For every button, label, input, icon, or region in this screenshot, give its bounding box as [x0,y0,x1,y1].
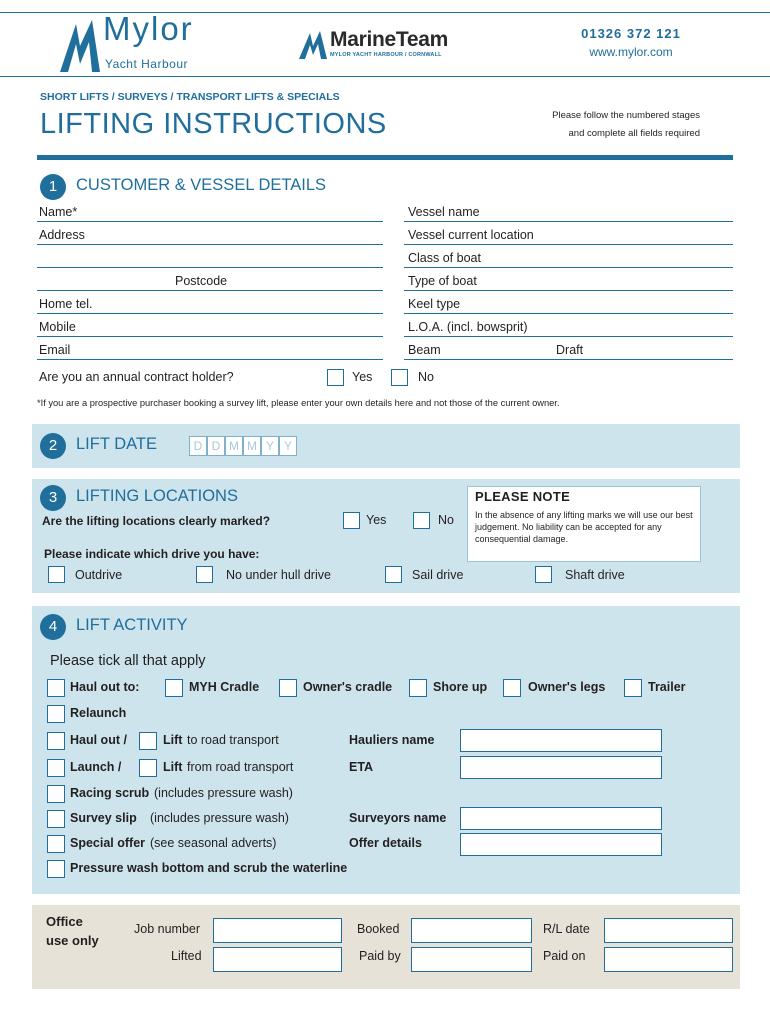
section-2-title: LIFT DATE [76,435,157,453]
launch-road-label: Launch / [70,760,122,774]
owners-legs-label: Owner's legs [528,680,606,694]
mobile-label: Mobile [39,320,76,334]
job-number-label: Job number [134,922,201,936]
date-year-2-box[interactable]: Y [279,436,297,456]
trailer-checkbox[interactable] [624,679,642,697]
paid-by-input[interactable] [411,947,532,972]
home-tel-field[interactable] [37,313,383,314]
section-1-title: CUSTOMER & VESSEL DETAILS [76,176,327,194]
type-of-boat-label: Type of boat [408,274,477,288]
mylor-logo-text: Mylor [103,10,194,47]
contract-yes-label: Yes [352,370,373,384]
section-2-number: 2 [40,433,66,459]
outdrive-label: Outdrive [75,568,123,582]
marineteam-logo-subtitle: MYLOR YACHT HARBOUR / CORNWALL [330,52,442,58]
vessel-location-field[interactable] [404,244,733,245]
date-month-1-box[interactable]: M [225,436,243,456]
date-day-1-box[interactable]: D [189,436,207,456]
hauliers-name-input[interactable] [460,729,662,752]
drive-question: Please indicate which drive you have: [44,547,260,561]
rl-date-input[interactable] [604,918,733,943]
shaft-drive-label: Shaft drive [565,568,625,582]
lift-to-road-bold: Lift [163,733,183,747]
marked-no-label: No [438,513,454,527]
offer-details-input[interactable] [460,833,662,856]
myh-cradle-label: MYH Cradle [189,680,260,694]
vessel-name-field[interactable] [404,221,733,222]
lift-from-road-checkbox[interactable] [139,759,157,777]
website-link[interactable]: www.mylor.com [589,45,673,59]
survey-slip-checkbox[interactable] [47,810,65,828]
myh-cradle-checkbox[interactable] [165,679,183,697]
shore-up-label: Shore up [433,680,488,694]
form-kicker: SHORT LIFTS / SURVEYS / TRANSPORT LIFTS & SPECIALS [40,91,340,103]
outdrive-checkbox[interactable] [48,566,65,583]
mobile-field[interactable] [37,336,383,337]
beam-label: Beam [408,343,441,357]
no-under-hull-drive-checkbox[interactable] [196,566,213,583]
vessel-location-label: Vessel current location [408,228,534,242]
launch-road-checkbox[interactable] [47,759,65,777]
tick-all-instruction: Please tick all that apply [50,653,206,669]
shaft-drive-checkbox[interactable] [535,566,552,583]
header-divider [37,155,733,160]
loa-label: L.O.A. (incl. bowsprit) [408,320,528,334]
date-year-1-box[interactable]: Y [261,436,279,456]
header-bottom-rule [0,76,770,77]
keel-type-label: Keel type [408,297,461,311]
trailer-label: Trailer [648,680,686,694]
owners-legs-checkbox[interactable] [503,679,521,697]
contract-yes-checkbox[interactable] [327,369,344,386]
booked-label: Booked [357,922,400,936]
lift-to-road-checkbox[interactable] [139,732,157,750]
address-field[interactable] [37,244,383,245]
no-under-hull-drive-label: No under hull drive [226,568,331,582]
haul-out-to-label: Haul out to: [70,680,140,694]
draft-label: Draft [556,343,584,357]
marineteam-logo-text: MarineTeam [330,28,448,51]
section-4-number: 4 [40,614,66,640]
postcode-field[interactable] [37,290,383,291]
racing-scrub-checkbox[interactable] [47,785,65,803]
job-number-input[interactable] [213,918,342,943]
date-month-2-box[interactable]: M [243,436,261,456]
class-of-boat-label: Class of boat [408,251,481,265]
loa-field[interactable] [404,336,733,337]
special-offer-label: Special offer [70,836,146,850]
relaunch-label: Relaunch [70,706,127,720]
beam-draft-field[interactable] [404,359,733,360]
marked-question: Are the lifting locations clearly marked? [42,514,271,528]
footnote: *If you are a prospective purchaser booking a survey lift, please enter your own details here and not those of the current owner. [37,398,560,408]
owners-cradle-checkbox[interactable] [279,679,297,697]
class-of-boat-field[interactable] [404,267,733,268]
contract-no-checkbox[interactable] [391,369,408,386]
section-3-title: LIFTING LOCATIONS [76,487,238,505]
home-tel-label: Home tel. [39,297,93,311]
keel-type-field[interactable] [404,313,733,314]
contract-no-label: No [418,370,434,384]
booked-input[interactable] [411,918,532,943]
vessel-name-label: Vessel name [408,205,480,219]
marineteam-logo-icon [298,28,328,60]
haul-out-road-label: Haul out / [70,733,127,747]
racing-scrub-label: Racing scrub [70,786,150,800]
lift-from-road-bold: Lift [163,760,183,774]
section-1-number: 1 [40,174,66,200]
lifted-input[interactable] [213,947,342,972]
contract-question: Are you an annual contract holder? [39,370,234,384]
instruction-line-2: and complete all fields required [568,128,700,139]
paid-on-label: Paid on [543,949,586,963]
date-day-2-box[interactable]: D [207,436,225,456]
eta-label: ETA [349,760,374,774]
please-note-body: In the absence of any lifting marks we will use our best judgement. No liability can be accepted for any consequential damage. [475,510,693,544]
form-title: LIFTING INSTRUCTIONS [40,108,387,140]
lift-to-road-label: to road transport [187,733,279,747]
marked-yes-checkbox[interactable] [343,512,360,529]
survey-slip-label: Survey slip [70,811,137,825]
offer-details-label: Offer details [349,836,422,850]
paid-on-input[interactable] [604,947,733,972]
survey-slip-note: (includes pressure wash) [150,811,289,825]
email-label: Email [39,343,71,357]
pressure-wash-label: Pressure wash bottom and scrub the waterline [70,861,348,875]
shore-up-checkbox[interactable] [409,679,427,697]
please-note-title: PLEASE NOTE [475,489,571,504]
please-note-box [467,486,701,562]
eta-input[interactable] [460,756,662,779]
lifted-label: Lifted [171,949,202,963]
name-label: Name* [39,205,78,219]
relaunch-checkbox[interactable] [47,705,65,723]
lift-from-road-label: from road transport [187,760,294,774]
mylor-logo-subtitle: Yacht Harbour [105,57,188,71]
surveyors-name-label: Surveyors name [349,811,447,825]
rl-date-label: R/L date [543,922,590,936]
office-title-line-1: Office [46,914,83,929]
phone-number: 01326 372 121 [581,26,681,41]
postcode-label: Postcode [175,274,228,288]
office-title-line-2: use only [46,933,99,948]
pressure-wash-checkbox[interactable] [47,860,65,878]
type-of-boat-field[interactable] [404,290,733,291]
sail-drive-checkbox[interactable] [385,566,402,583]
marked-yes-label: Yes [366,513,387,527]
surveyors-name-input[interactable] [460,807,662,830]
address-label: Address [39,228,85,242]
marked-no-checkbox[interactable] [413,512,430,529]
owners-cradle-label: Owner's cradle [303,680,393,694]
haul-out-road-checkbox[interactable] [47,732,65,750]
section-3-number: 3 [40,485,66,511]
name-field[interactable] [37,221,383,222]
racing-scrub-note: (includes pressure wash) [154,786,293,800]
haul-out-to-checkbox[interactable] [47,679,65,697]
instruction-line-1: Please follow the numbered stages [552,110,700,121]
special-offer-note: (see seasonal adverts) [150,836,277,850]
section-4-title: LIFT ACTIVITY [76,616,188,634]
sail-drive-label: Sail drive [412,568,464,582]
paid-by-label: Paid by [359,949,401,963]
address-field-line-2[interactable] [37,267,383,268]
email-field[interactable] [37,359,383,360]
special-offer-checkbox[interactable] [47,835,65,853]
mylor-logo-icon [58,16,102,74]
hauliers-name-label: Hauliers name [349,733,435,747]
